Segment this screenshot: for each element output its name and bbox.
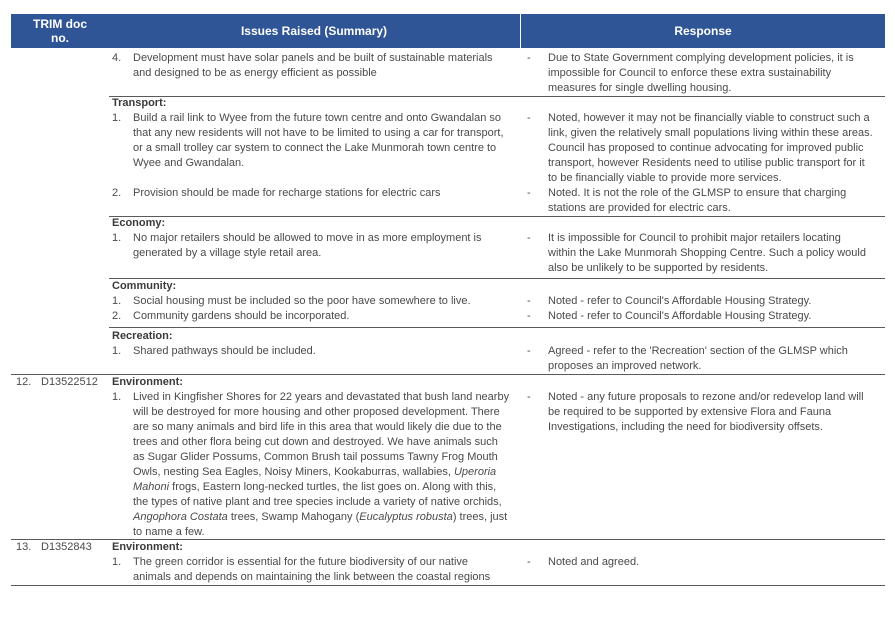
response-dash: -: [527, 345, 531, 357]
item-number: 4.: [112, 52, 122, 64]
issue-line: Wyee and Gwandalan.: [133, 157, 245, 169]
section-heading: Environment:: [112, 541, 183, 553]
header-response: Response: [674, 24, 732, 38]
species-name: Angophora Costata: [133, 511, 228, 523]
row-number: 13.: [16, 541, 32, 553]
text-run: frogs, Eastern long-necked turtles, the list goes on. Along with this,: [169, 481, 497, 493]
species-name: Uperoria: [453, 466, 497, 478]
header-trim-line2: no.: [51, 31, 69, 45]
trim-doc-number: D13522512: [41, 376, 98, 388]
header-trim-doc-no: [11, 17, 109, 45]
response-dash: -: [527, 310, 531, 322]
response-dash: -: [527, 556, 531, 568]
issue-line: Provision should be made for recharge stations for electric cars: [133, 187, 441, 199]
response-line: within the Lake Munmorah Shopping Centre. Such a policy would: [548, 247, 866, 259]
issue-line: trees and other flora being cut down and destroyed. We have animals such: [133, 436, 498, 448]
response-line: stations are provided for electric cars.: [548, 202, 731, 214]
response-dash: -: [527, 112, 531, 124]
section-heading: Recreation:: [112, 330, 173, 342]
response-line: measures for single dwelling housing.: [548, 82, 732, 94]
response-line: Noted and agreed.: [548, 556, 640, 568]
table-header: [11, 14, 885, 48]
response-line: Agreed - refer to the 'Recreation' section of the GLMSP which: [548, 345, 848, 357]
response-dash: -: [527, 52, 531, 64]
section-heading: Community:: [112, 280, 177, 292]
item-number: 1.: [112, 391, 122, 403]
issue-line: will be destroyed for more housing and other proposed development. There: [133, 406, 500, 418]
issue-line: [133, 510, 507, 525]
response-line: proposes an improved network.: [548, 360, 702, 372]
issue-line: are so many animals and bird life in this area that would likely die due to the: [133, 421, 502, 433]
row-divider: [109, 278, 885, 279]
issue-line: [133, 480, 496, 495]
item-number: 2.: [112, 187, 122, 199]
item-number: 1.: [112, 295, 122, 307]
issue-line: that any new residents will not have to be limited to using a car for transport,: [133, 127, 504, 139]
trim-doc-number: D1352843: [41, 541, 92, 553]
row-divider: [109, 96, 885, 97]
text-run: Owls, nesting Sea Eagles, Noisy Miners, Kookaburras, wallabies,: [133, 466, 454, 478]
response-line: It is impossible for Council to prohibit major retailers locating: [548, 232, 841, 244]
response-line: be required to be supported by extensive Flora and Fauna: [548, 406, 832, 418]
text-run: trees, Swamp Mahogany (: [227, 511, 360, 523]
section-heading: Economy:: [112, 217, 166, 229]
issue-line: as Sugar Glider Possums, Common Brush tail possums Tawny Frog Mouth: [133, 451, 498, 463]
item-number: 2.: [112, 310, 122, 322]
item-number: 1.: [112, 112, 122, 124]
issue-line: [133, 465, 496, 480]
response-line: also be unlikely to be supported by residents.: [548, 262, 769, 274]
header-trim-line1: TRIM doc: [33, 17, 87, 31]
issue-line: or a small trolley car system to connect the Lake Munmorah town centre to: [133, 142, 497, 154]
issue-line: Lived in Kingfisher Shores for 22 years and devastated that bush land nearby: [133, 391, 510, 403]
header-issues: Issues Raised (Summary): [240, 24, 388, 38]
issue-line: to name a few.: [133, 526, 205, 538]
row-divider: [109, 327, 885, 328]
response-line: Noted - refer to Council's Affordable Housing Strategy.: [548, 295, 812, 307]
response-line: impossible for Council to enforce these extra sustainability: [548, 67, 832, 79]
row-number: 12.: [16, 376, 32, 388]
issue-line: The green corridor is essential for the future biodiversity of our native: [133, 556, 469, 568]
response-dash: -: [527, 391, 531, 403]
response-line: Noted, however it may not be financially viable to construct such a: [548, 112, 870, 124]
table-bottom-border: [11, 585, 885, 586]
row-divider: [109, 216, 885, 217]
response-dash: -: [527, 187, 531, 199]
issue-line: and designed to be as energy efficient as possible: [133, 67, 377, 79]
issue-line: animals and depends on maintaining the link between the coastal regions: [133, 571, 491, 583]
response-line: Due to State Government complying development policies, it is: [548, 52, 854, 64]
response-line: Noted - refer to Council's Affordable Housing Strategy.: [548, 310, 812, 322]
issue-line: the types of native plant and tree species include a variety of native orchids,: [133, 496, 502, 508]
response-line: Noted - any future proposals to rezone and/or redevelop land will: [548, 391, 864, 403]
issue-line: Build a rail link to Wyee from the future town centre and onto Gwandalan so: [133, 112, 501, 124]
section-heading: Environment:: [112, 376, 183, 388]
response-dash: -: [527, 232, 531, 244]
response-dash: -: [527, 295, 531, 307]
issue-line: Community gardens should be incorporated.: [133, 310, 350, 322]
response-line: link, given the relatively small populations living within these areas.: [548, 127, 873, 139]
response-line: to be financially viable to provide more services.: [548, 172, 782, 184]
item-number: 1.: [112, 556, 122, 568]
response-line: Council has proposed to continue advocating for improved public: [548, 142, 864, 154]
species-name: Eucalyptus robusta: [359, 511, 453, 523]
item-number: 1.: [112, 345, 122, 357]
issue-line: Shared pathways should be included.: [133, 345, 316, 357]
text-run: ) trees, just: [452, 511, 508, 523]
issue-line: Development must have solar panels and be built of sustainable materials: [133, 52, 493, 64]
issue-line: generated by a village style retail area.: [133, 247, 322, 259]
issue-line: Social housing must be included so the poor have somewhere to live.: [133, 295, 471, 307]
issue-line: No major retailers should be allowed to move in as more employment is: [133, 232, 482, 244]
species-name: Mahoni: [133, 481, 170, 493]
response-line: Investigations, including the need for biodiversity offsets.: [548, 421, 823, 433]
response-line: Noted. It is not the role of the GLMSP to ensure that charging: [548, 187, 847, 199]
response-line: transport, however Residents need to utilise public transport for it: [548, 157, 865, 169]
item-number: 1.: [112, 232, 122, 244]
section-heading: Transport:: [112, 97, 167, 109]
